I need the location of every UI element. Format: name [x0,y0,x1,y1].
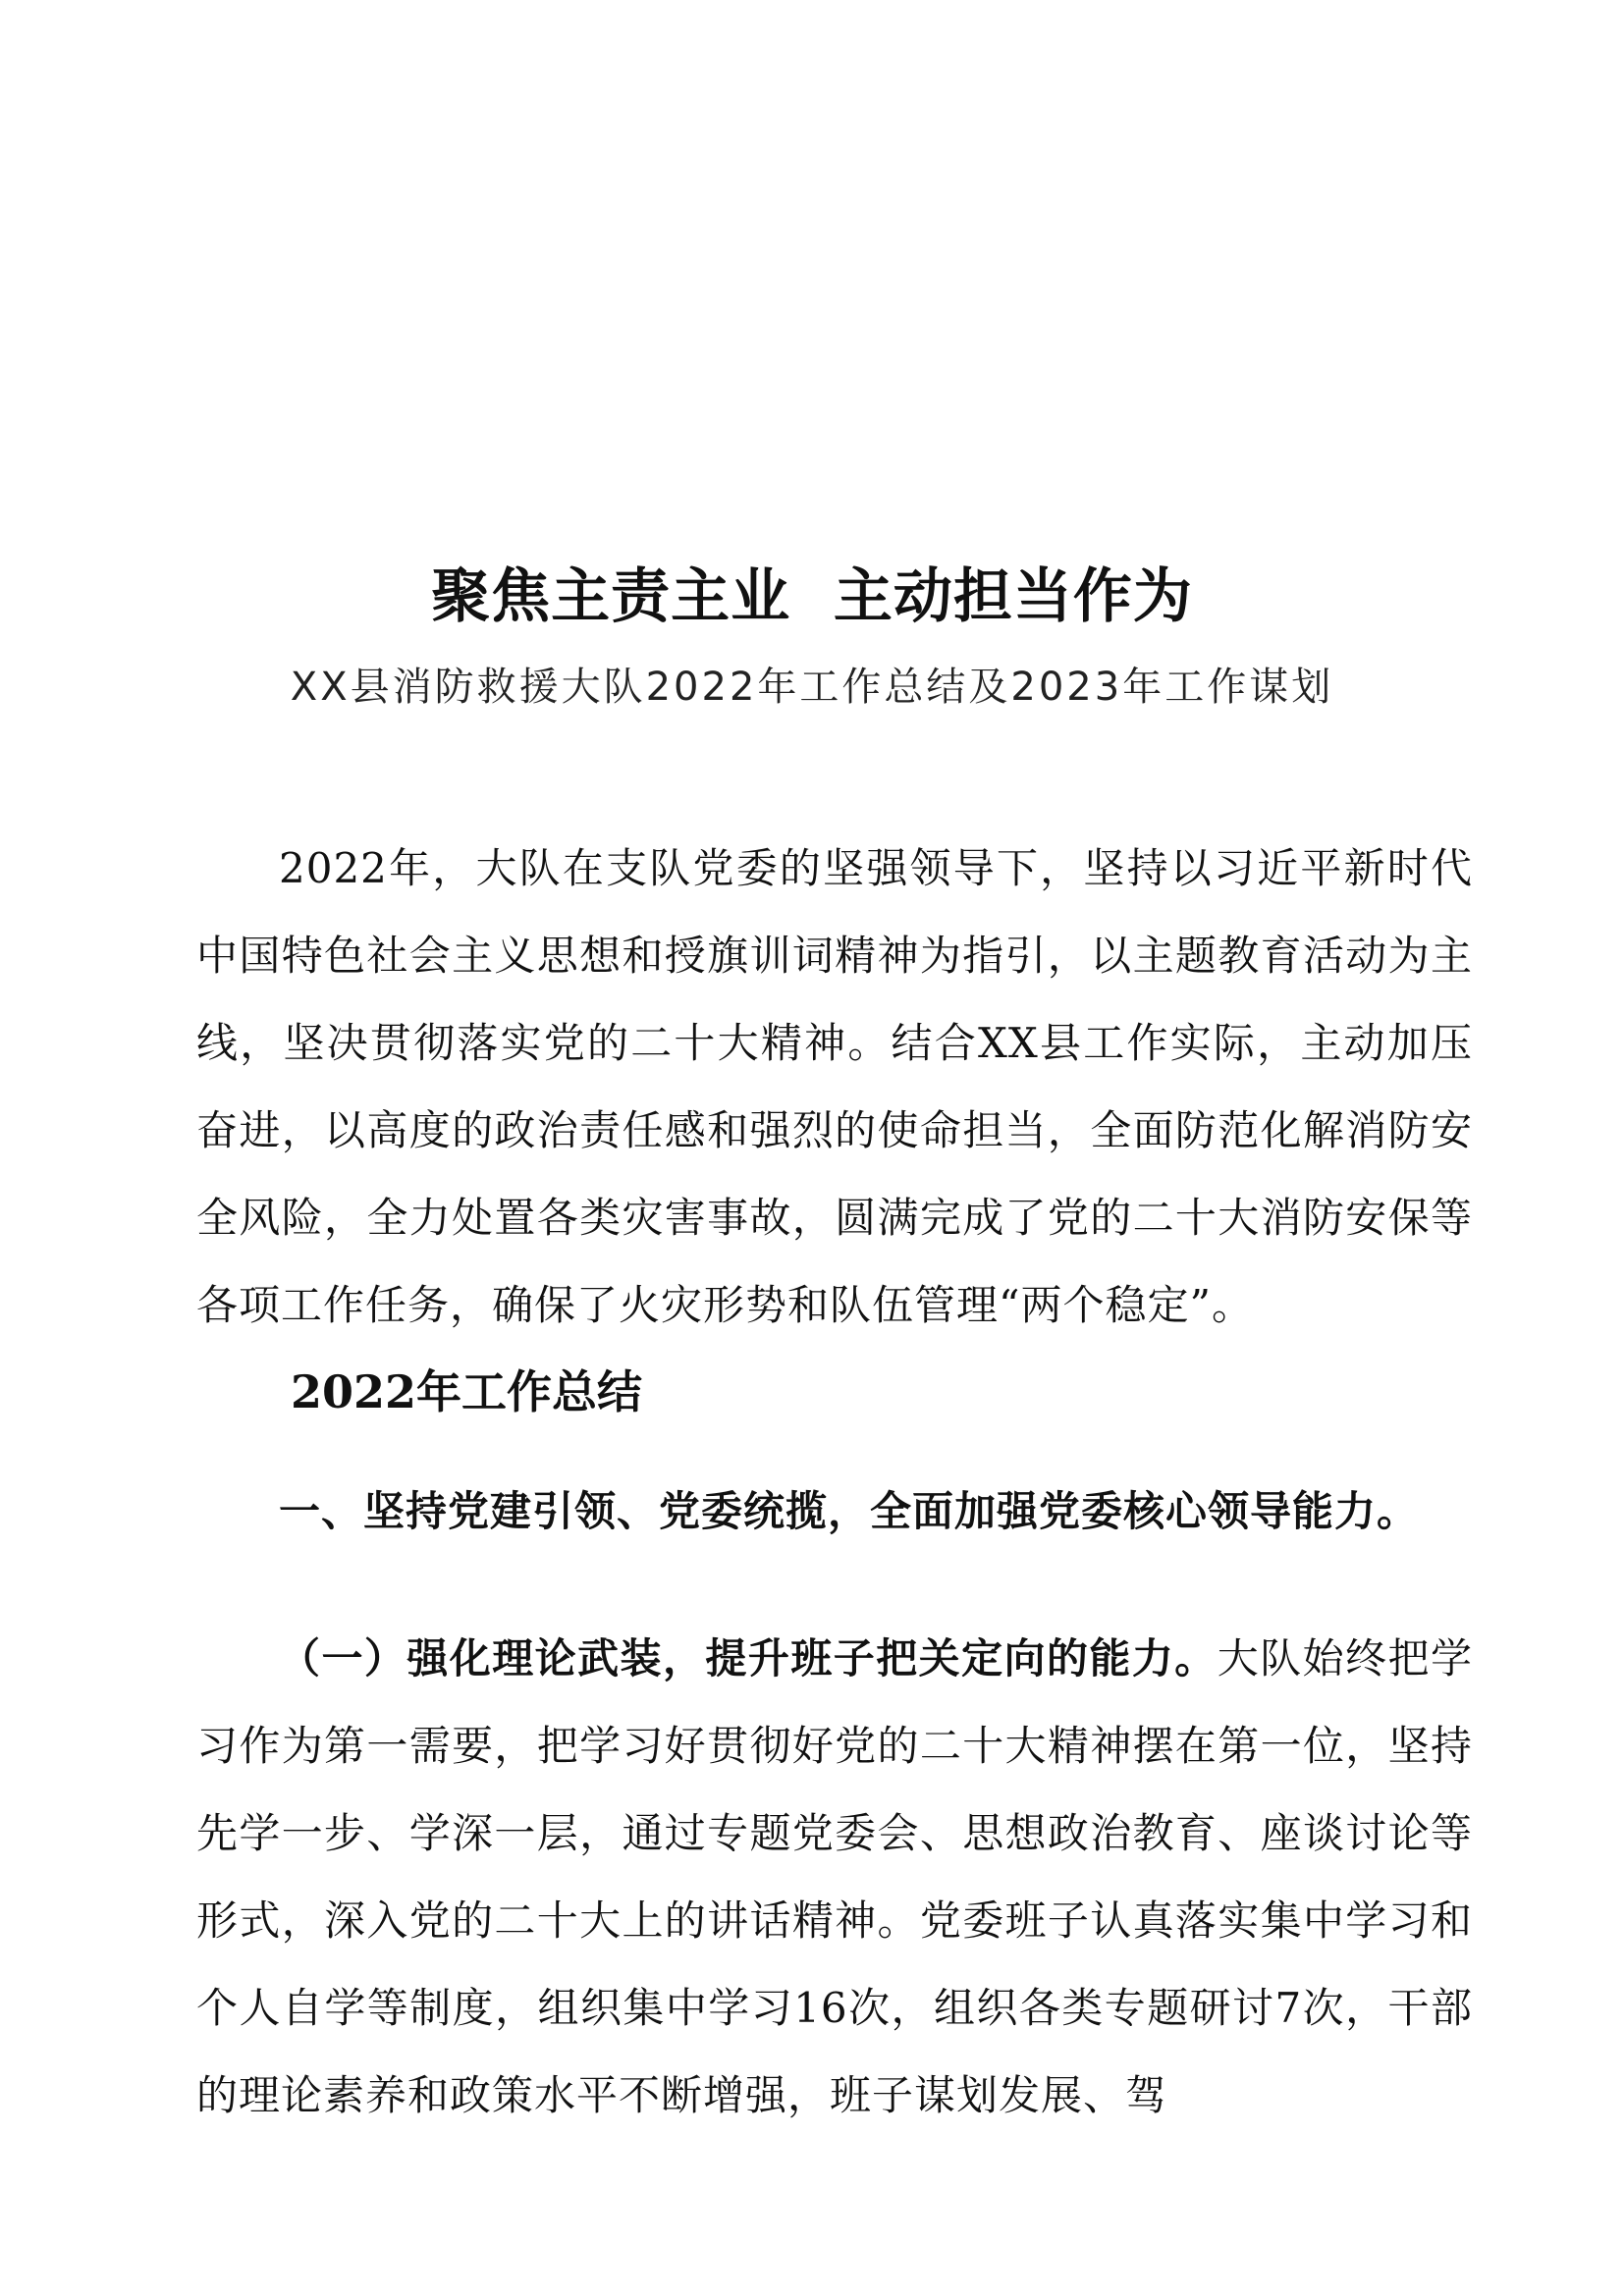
section-heading: 2022年工作总结 [291,1365,643,1418]
item-body: 大队始终把学习作为第一需要，把学习好贯彻好党的二十大精神摆在第一位，坚持先学一步、学深一层，通过专题党委会、思想政治教育、座谈讨论等形式，深入党的二十大上的讲话精神。党委班子认真落实集中学习和个人自学等制度，组织集中学习16次，组织各类专题研讨7次，干部的理论素养和政策水平不断增强，班子谋划发展、驾 [196,1634,1473,2119]
subsection-heading: 一、坚持党建引领、党委统揽，全面加强党委核心领导能力。 [279,1487,1420,1535]
document-subtitle: XX县消防救援大队2022年工作总结及2023年工作谋划 [290,665,1334,710]
item-lead: （一）强化理论武装，提升班子把关定向的能力。 [279,1634,1218,1682]
item-paragraph [196,1615,1473,2139]
document-title: 聚焦主责主业 主动担当作为 [431,562,1193,631]
intro-paragraph: 2022年，大队在支队党委的坚强领导下，坚持以习近平新时代中国特色社会主义思想和授旗训词精神为指引，以主题教育活动为主线，坚决贯彻落实党的二十大精神。结合XX县工作实际，主动加压奋进，以高度的政治责任感和强烈的使命担当，全面防范化解消防安全风险，全力处置各类灾害事故，圆满完成了党的二十大消防安保等各项工作任务，确保了火灾形势和队伍管理“两个稳定”。 [196,844,1473,1329]
